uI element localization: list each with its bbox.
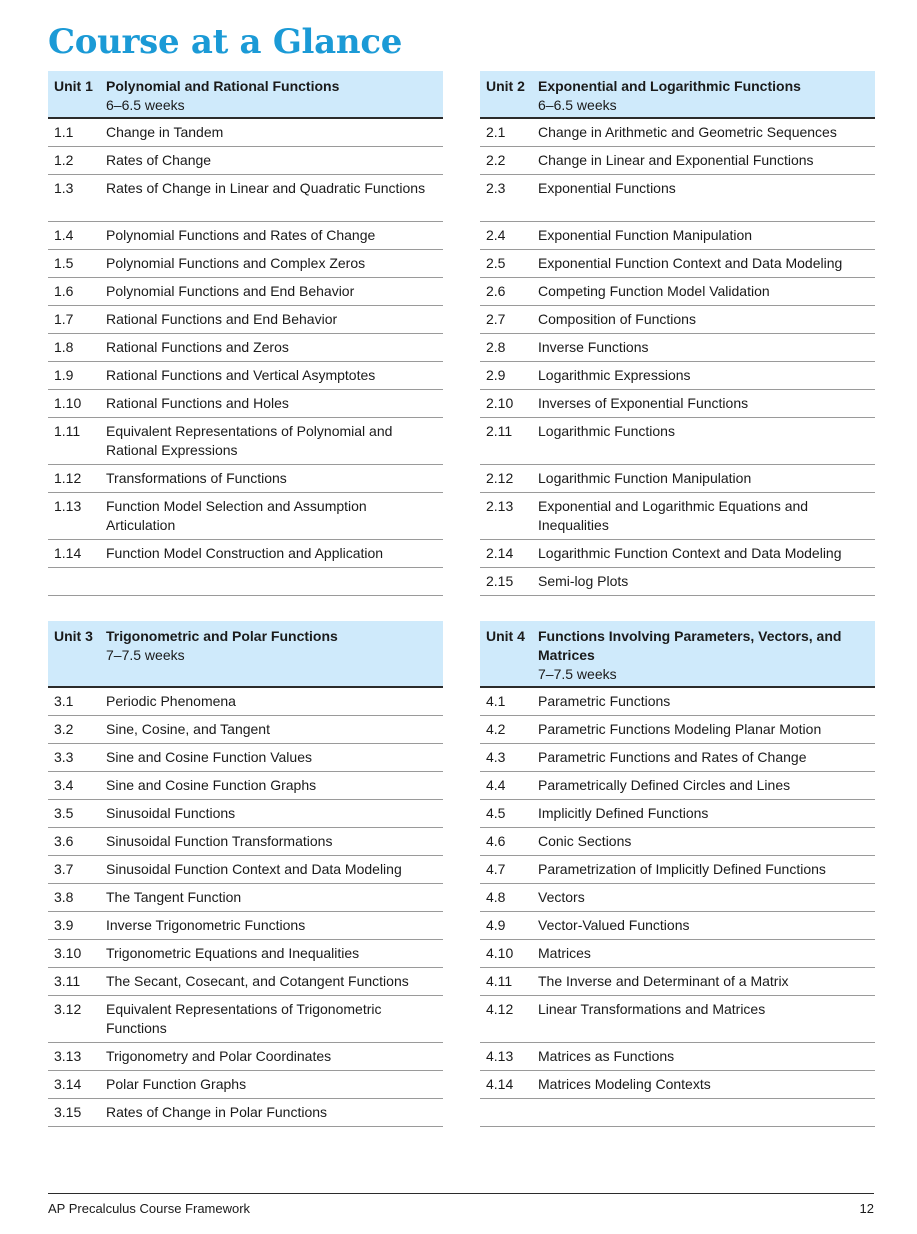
topic-number: 3.2 [54, 721, 74, 737]
page-title: Course at a Glance [48, 22, 403, 62]
topic-name: Logarithmic Expressions [538, 367, 691, 383]
topic-row [48, 1043, 443, 1071]
topic-name: Sine and Cosine Function Graphs [106, 777, 317, 793]
unit-4-table [480, 621, 875, 1127]
topic-number: 1.4 [54, 227, 74, 243]
topic-name: Composition of Functions [538, 311, 696, 327]
topic-row [48, 250, 443, 278]
topic-number: 2.2 [486, 152, 506, 168]
topic-name: Rational Functions and Vertical Asymptotes [106, 367, 376, 383]
topic-number: 2.6 [486, 283, 506, 299]
topic-name: Semi-log Plots [538, 573, 629, 589]
topic-name: Rates of Change in Polar Functions [106, 1104, 328, 1120]
footer-text: AP Precalculus Course Framework [48, 1201, 251, 1216]
topic-number: 3.14 [54, 1076, 82, 1092]
topic-number: 3.10 [54, 945, 82, 961]
topic-number: 2.7 [486, 311, 506, 327]
topic-number: 2.1 [486, 124, 506, 140]
unit-header [48, 71, 443, 119]
topic-row [48, 744, 443, 772]
topic-number: 2.5 [486, 255, 506, 271]
topic-name: Exponential Functions [538, 180, 676, 196]
topic-name: Sinusoidal Function Context and Data Modeling [106, 861, 402, 877]
topic-row [480, 716, 875, 744]
topic-number: 4.10 [486, 945, 514, 961]
topic-name: Sinusoidal Function Transformations [106, 833, 333, 849]
topic-name: Rational Functions and Zeros [106, 339, 289, 355]
topic-number: 4.13 [486, 1048, 514, 1064]
topic-name: The Inverse and Determinant of a Matrix [538, 973, 789, 989]
topic-row [48, 119, 443, 147]
unit-3-table [48, 621, 443, 1127]
topic-row [48, 1099, 443, 1127]
unit-weeks: 7–7.5 weeks [106, 647, 185, 663]
unit-header [48, 621, 443, 688]
topic-number: 3.4 [54, 777, 74, 793]
topic-row [48, 688, 443, 716]
topic-row [480, 568, 875, 596]
topic-row [480, 540, 875, 568]
topic-number: 4.14 [486, 1076, 514, 1092]
unit-title: Exponential and Logarithmic Functions [538, 78, 801, 94]
topic-name: Equivalent Representations of Trigonometric Functions [106, 1001, 382, 1036]
topic-row [48, 147, 443, 175]
topic-row [48, 856, 443, 884]
topic-number: 3.5 [54, 805, 74, 821]
topic-number: 3.1 [54, 693, 74, 709]
topic-row [480, 278, 875, 306]
topic-name: Inverse Functions [538, 339, 649, 355]
topic-name: Polynomial Functions and Complex Zeros [106, 255, 366, 271]
topic-name: Parametrization of Implicitly Defined Functions [538, 861, 826, 877]
topic-name: Parametric Functions and Rates of Change [538, 749, 807, 765]
topic-row [480, 390, 875, 418]
topic-number: 4.6 [486, 833, 506, 849]
topic-row [48, 540, 443, 568]
topic-number: 3.7 [54, 861, 74, 877]
unit-title: Functions Involving Parameters, Vectors, and Matrices [538, 628, 842, 663]
topic-number: 1.5 [54, 255, 74, 271]
blank-row [48, 568, 443, 596]
unit-label: Unit 3 [54, 628, 93, 644]
topic-row [480, 912, 875, 940]
unit-title: Trigonometric and Polar Functions [106, 628, 338, 644]
topic-name: The Tangent Function [106, 889, 242, 905]
topic-name: Function Model Construction and Application [106, 545, 384, 561]
topic-number: 1.14 [54, 545, 82, 561]
topic-number: 4.1 [486, 693, 506, 709]
topic-row [480, 222, 875, 250]
topic-name: Sinusoidal Functions [106, 805, 236, 821]
topic-number: 4.8 [486, 889, 506, 905]
topic-name: Linear Transformations and Matrices [538, 1001, 766, 1017]
topic-row [480, 493, 875, 540]
topic-row [480, 175, 875, 222]
topic-name: Exponential Function Context and Data Modeling [538, 255, 843, 271]
topic-name: Change in Arithmetic and Geometric Sequences [538, 124, 837, 140]
topic-number: 1.1 [54, 124, 74, 140]
topic-number: 3.12 [54, 1001, 82, 1017]
topic-row [48, 940, 443, 968]
topic-number: 1.13 [54, 498, 82, 514]
topic-name: The Secant, Cosecant, and Cotangent Functions [106, 973, 409, 989]
topic-name: Vector-Valued Functions [538, 917, 690, 933]
topic-row [48, 175, 443, 222]
topic-number: 3.13 [54, 1048, 82, 1064]
topic-name: Exponential Function Manipulation [538, 227, 753, 243]
topic-row [48, 716, 443, 744]
topic-list [48, 119, 443, 596]
topic-row [480, 772, 875, 800]
topic-row [480, 147, 875, 175]
topic-number: 2.11 [486, 423, 513, 439]
topic-number: 4.3 [486, 749, 506, 765]
topic-number: 1.7 [54, 311, 74, 327]
unit-weeks: 7–7.5 weeks [538, 666, 617, 682]
topic-name: Implicitly Defined Functions [538, 805, 709, 821]
unit-weeks: 6–6.5 weeks [538, 97, 617, 113]
topic-number: 4.4 [486, 777, 506, 793]
topic-row [480, 940, 875, 968]
topic-number: 4.2 [486, 721, 506, 737]
topic-name: Polar Function Graphs [106, 1076, 247, 1092]
topic-name: Rational Functions and Holes [106, 395, 289, 411]
topic-number: 3.3 [54, 749, 74, 765]
topic-number: 4.5 [486, 805, 506, 821]
topic-name: Inverses of Exponential Functions [538, 395, 749, 411]
unit-label: Unit 2 [486, 78, 525, 94]
topic-number: 3.9 [54, 917, 74, 933]
topic-number: 1.10 [54, 395, 82, 411]
topic-name: Parametric Functions Modeling Planar Motion [538, 721, 822, 737]
topic-name: Sine and Cosine Function Values [106, 749, 312, 765]
unit-2-table [480, 71, 875, 596]
topic-row [480, 465, 875, 493]
topic-name: Vectors [538, 889, 585, 905]
topic-name: Logarithmic Function Context and Data Modeling [538, 545, 842, 561]
topic-name: Sine, Cosine, and Tangent [106, 721, 270, 737]
topic-number: 1.6 [54, 283, 74, 299]
topic-number: 2.10 [486, 395, 514, 411]
topic-name: Competing Function Model Validation [538, 283, 770, 299]
topic-row [48, 912, 443, 940]
topic-row [48, 968, 443, 996]
topic-number: 2.13 [486, 498, 514, 514]
topic-row [480, 968, 875, 996]
topic-number: 3.8 [54, 889, 74, 905]
topic-name: Trigonometric Equations and Inequalities [106, 945, 360, 961]
topic-number: 4.11 [486, 973, 513, 989]
topic-row [480, 828, 875, 856]
topic-number: 1.11 [54, 423, 81, 439]
topic-row [480, 1071, 875, 1099]
topic-row [48, 1071, 443, 1099]
topic-list [48, 688, 443, 1127]
topic-number: 4.9 [486, 917, 506, 933]
topic-row [480, 334, 875, 362]
topic-name: Equivalent Representations of Polynomial and Rational Expressions [106, 423, 393, 458]
topic-row [480, 996, 875, 1043]
topic-number: 3.11 [54, 973, 81, 989]
topic-row [48, 465, 443, 493]
topic-name: Parametric Functions [538, 693, 671, 709]
topic-number: 2.4 [486, 227, 506, 243]
topic-number: 2.8 [486, 339, 506, 355]
topic-row [480, 800, 875, 828]
topic-number: 2.9 [486, 367, 506, 383]
topic-row [48, 418, 443, 465]
topic-name: Transformations of Functions [106, 470, 287, 486]
topic-row [480, 1043, 875, 1071]
topic-name: Rates of Change [106, 152, 212, 168]
blank-row [480, 1099, 875, 1127]
unit-1-table [48, 71, 443, 596]
topic-name: Logarithmic Functions [538, 423, 675, 439]
unit-label: Unit 4 [486, 628, 525, 644]
topic-number: 2.3 [486, 180, 506, 196]
topic-number: 4.7 [486, 861, 506, 877]
topic-row [480, 856, 875, 884]
topic-name: Matrices as Functions [538, 1048, 675, 1064]
topic-row [48, 278, 443, 306]
topic-row [480, 306, 875, 334]
topic-name: Logarithmic Function Manipulation [538, 470, 752, 486]
topic-row [48, 390, 443, 418]
topic-name: Polynomial Functions and Rates of Change [106, 227, 376, 243]
topic-name: Change in Tandem [106, 124, 224, 140]
topic-number: 1.3 [54, 180, 74, 196]
topic-name: Change in Linear and Exponential Functions [538, 152, 814, 168]
topic-name: Conic Sections [538, 833, 632, 849]
topic-name: Function Model Selection and Assumption Articulation [106, 498, 367, 533]
topic-list [480, 119, 875, 596]
topic-name: Matrices Modeling Contexts [538, 1076, 711, 1092]
topic-number: 1.2 [54, 152, 74, 168]
topic-row [48, 222, 443, 250]
unit-header [480, 71, 875, 119]
topic-name: Rational Functions and End Behavior [106, 311, 338, 327]
topic-name: Periodic Phenomena [106, 693, 236, 709]
page-footer [48, 1193, 874, 1216]
topic-row [480, 744, 875, 772]
topic-number: 4.12 [486, 1001, 514, 1017]
page-number: 12 [859, 1201, 874, 1216]
topic-number: 1.9 [54, 367, 74, 383]
topic-number: 2.12 [486, 470, 514, 486]
topic-name: Matrices [538, 945, 591, 961]
topic-row [480, 884, 875, 912]
topic-number: 3.6 [54, 833, 74, 849]
topic-row [48, 493, 443, 540]
unit-label: Unit 1 [54, 78, 93, 94]
topic-list [480, 688, 875, 1127]
topic-number: 2.15 [486, 573, 514, 589]
topic-name: Trigonometry and Polar Coordinates [106, 1048, 332, 1064]
topic-row [480, 250, 875, 278]
topic-row [48, 828, 443, 856]
topic-number: 3.15 [54, 1104, 82, 1120]
topic-row [48, 884, 443, 912]
topic-name: Inverse Trigonometric Functions [106, 917, 306, 933]
topic-name: Polynomial Functions and End Behavior [106, 283, 355, 299]
topic-row [48, 800, 443, 828]
topic-name: Rates of Change in Linear and Quadratic Functions [106, 180, 426, 196]
topic-row [48, 362, 443, 390]
unit-title: Polynomial and Rational Functions [106, 78, 340, 94]
topic-row [48, 334, 443, 362]
topic-number: 1.12 [54, 470, 82, 486]
topic-row [48, 772, 443, 800]
unit-header [480, 621, 875, 688]
topic-number: 2.14 [486, 545, 514, 561]
topic-row [48, 996, 443, 1043]
unit-weeks: 6–6.5 weeks [106, 97, 185, 113]
topic-row [480, 688, 875, 716]
topic-name: Exponential and Logarithmic Equations and Inequalities [538, 498, 809, 533]
topic-row [480, 418, 875, 465]
topic-name: Parametrically Defined Circles and Lines [538, 777, 791, 793]
topic-number: 1.8 [54, 339, 74, 355]
topic-row [480, 362, 875, 390]
topic-row [48, 306, 443, 334]
topic-row [480, 119, 875, 147]
